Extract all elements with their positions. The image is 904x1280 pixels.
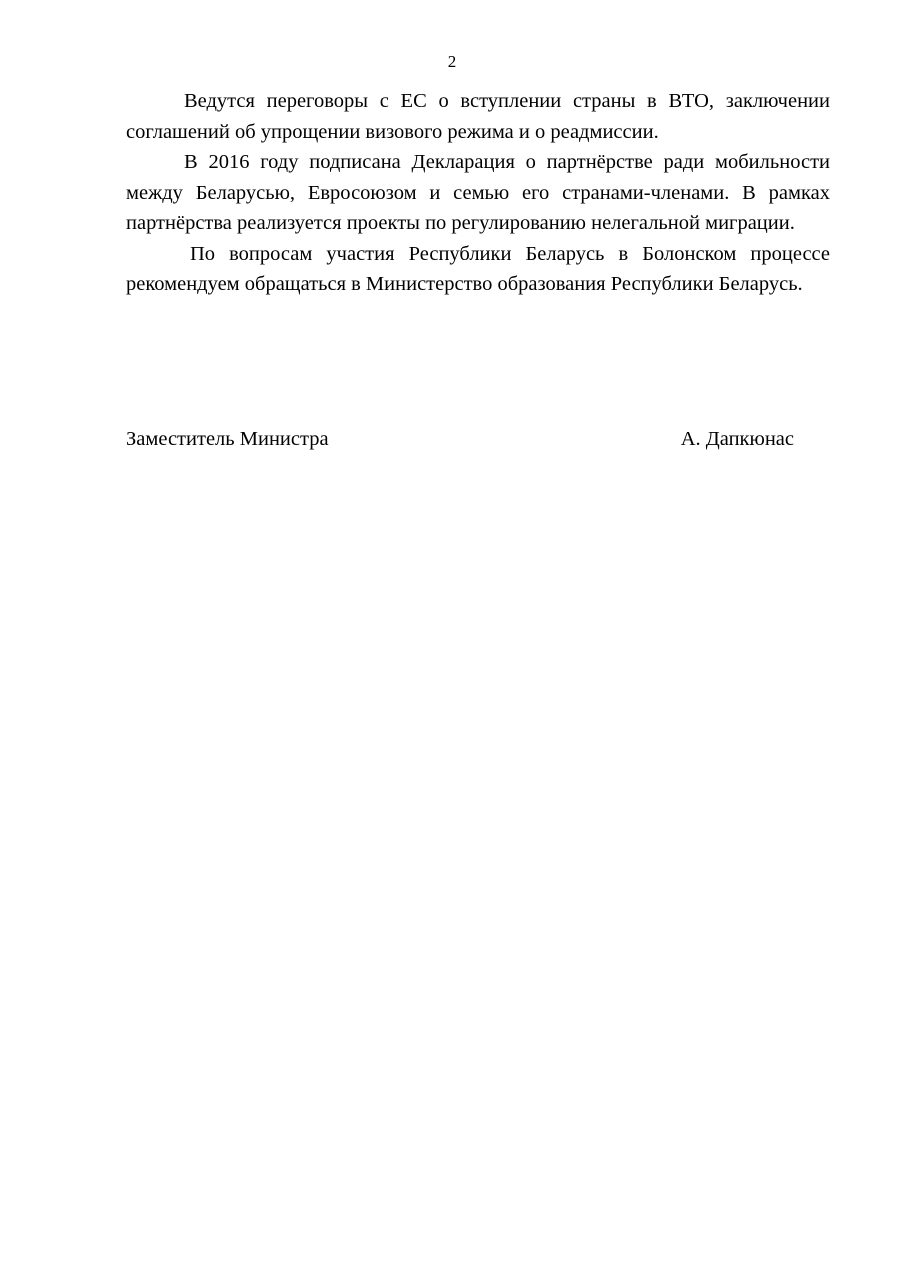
paragraph: По вопросам участия Республики Беларусь в Болонском процессе рекомендуем обращаться в Министерство образования Республики Беларусь.: [126, 242, 830, 295]
signature-block: [126, 424, 830, 454]
paragraph: В 2016 году подписана Декларация о партнёрстве ради мобильности между Беларусью, Евросоюзом и семью его странами-членами. В рамках партнёрства реализуется проекты по регулированию нелегальной миграции.: [126, 151, 830, 234]
signatory-name: А. Дапкюнас: [680, 428, 794, 450]
signatory-title: Заместитель Министра: [126, 428, 329, 450]
page-number: 2: [447, 52, 457, 71]
paragraph: Ведутся переговоры с ЕС о вступлении страны в ВТО, заключении соглашений об упрощении визового режима и о реадмиссии.: [126, 90, 830, 143]
document-body: [126, 86, 830, 300]
